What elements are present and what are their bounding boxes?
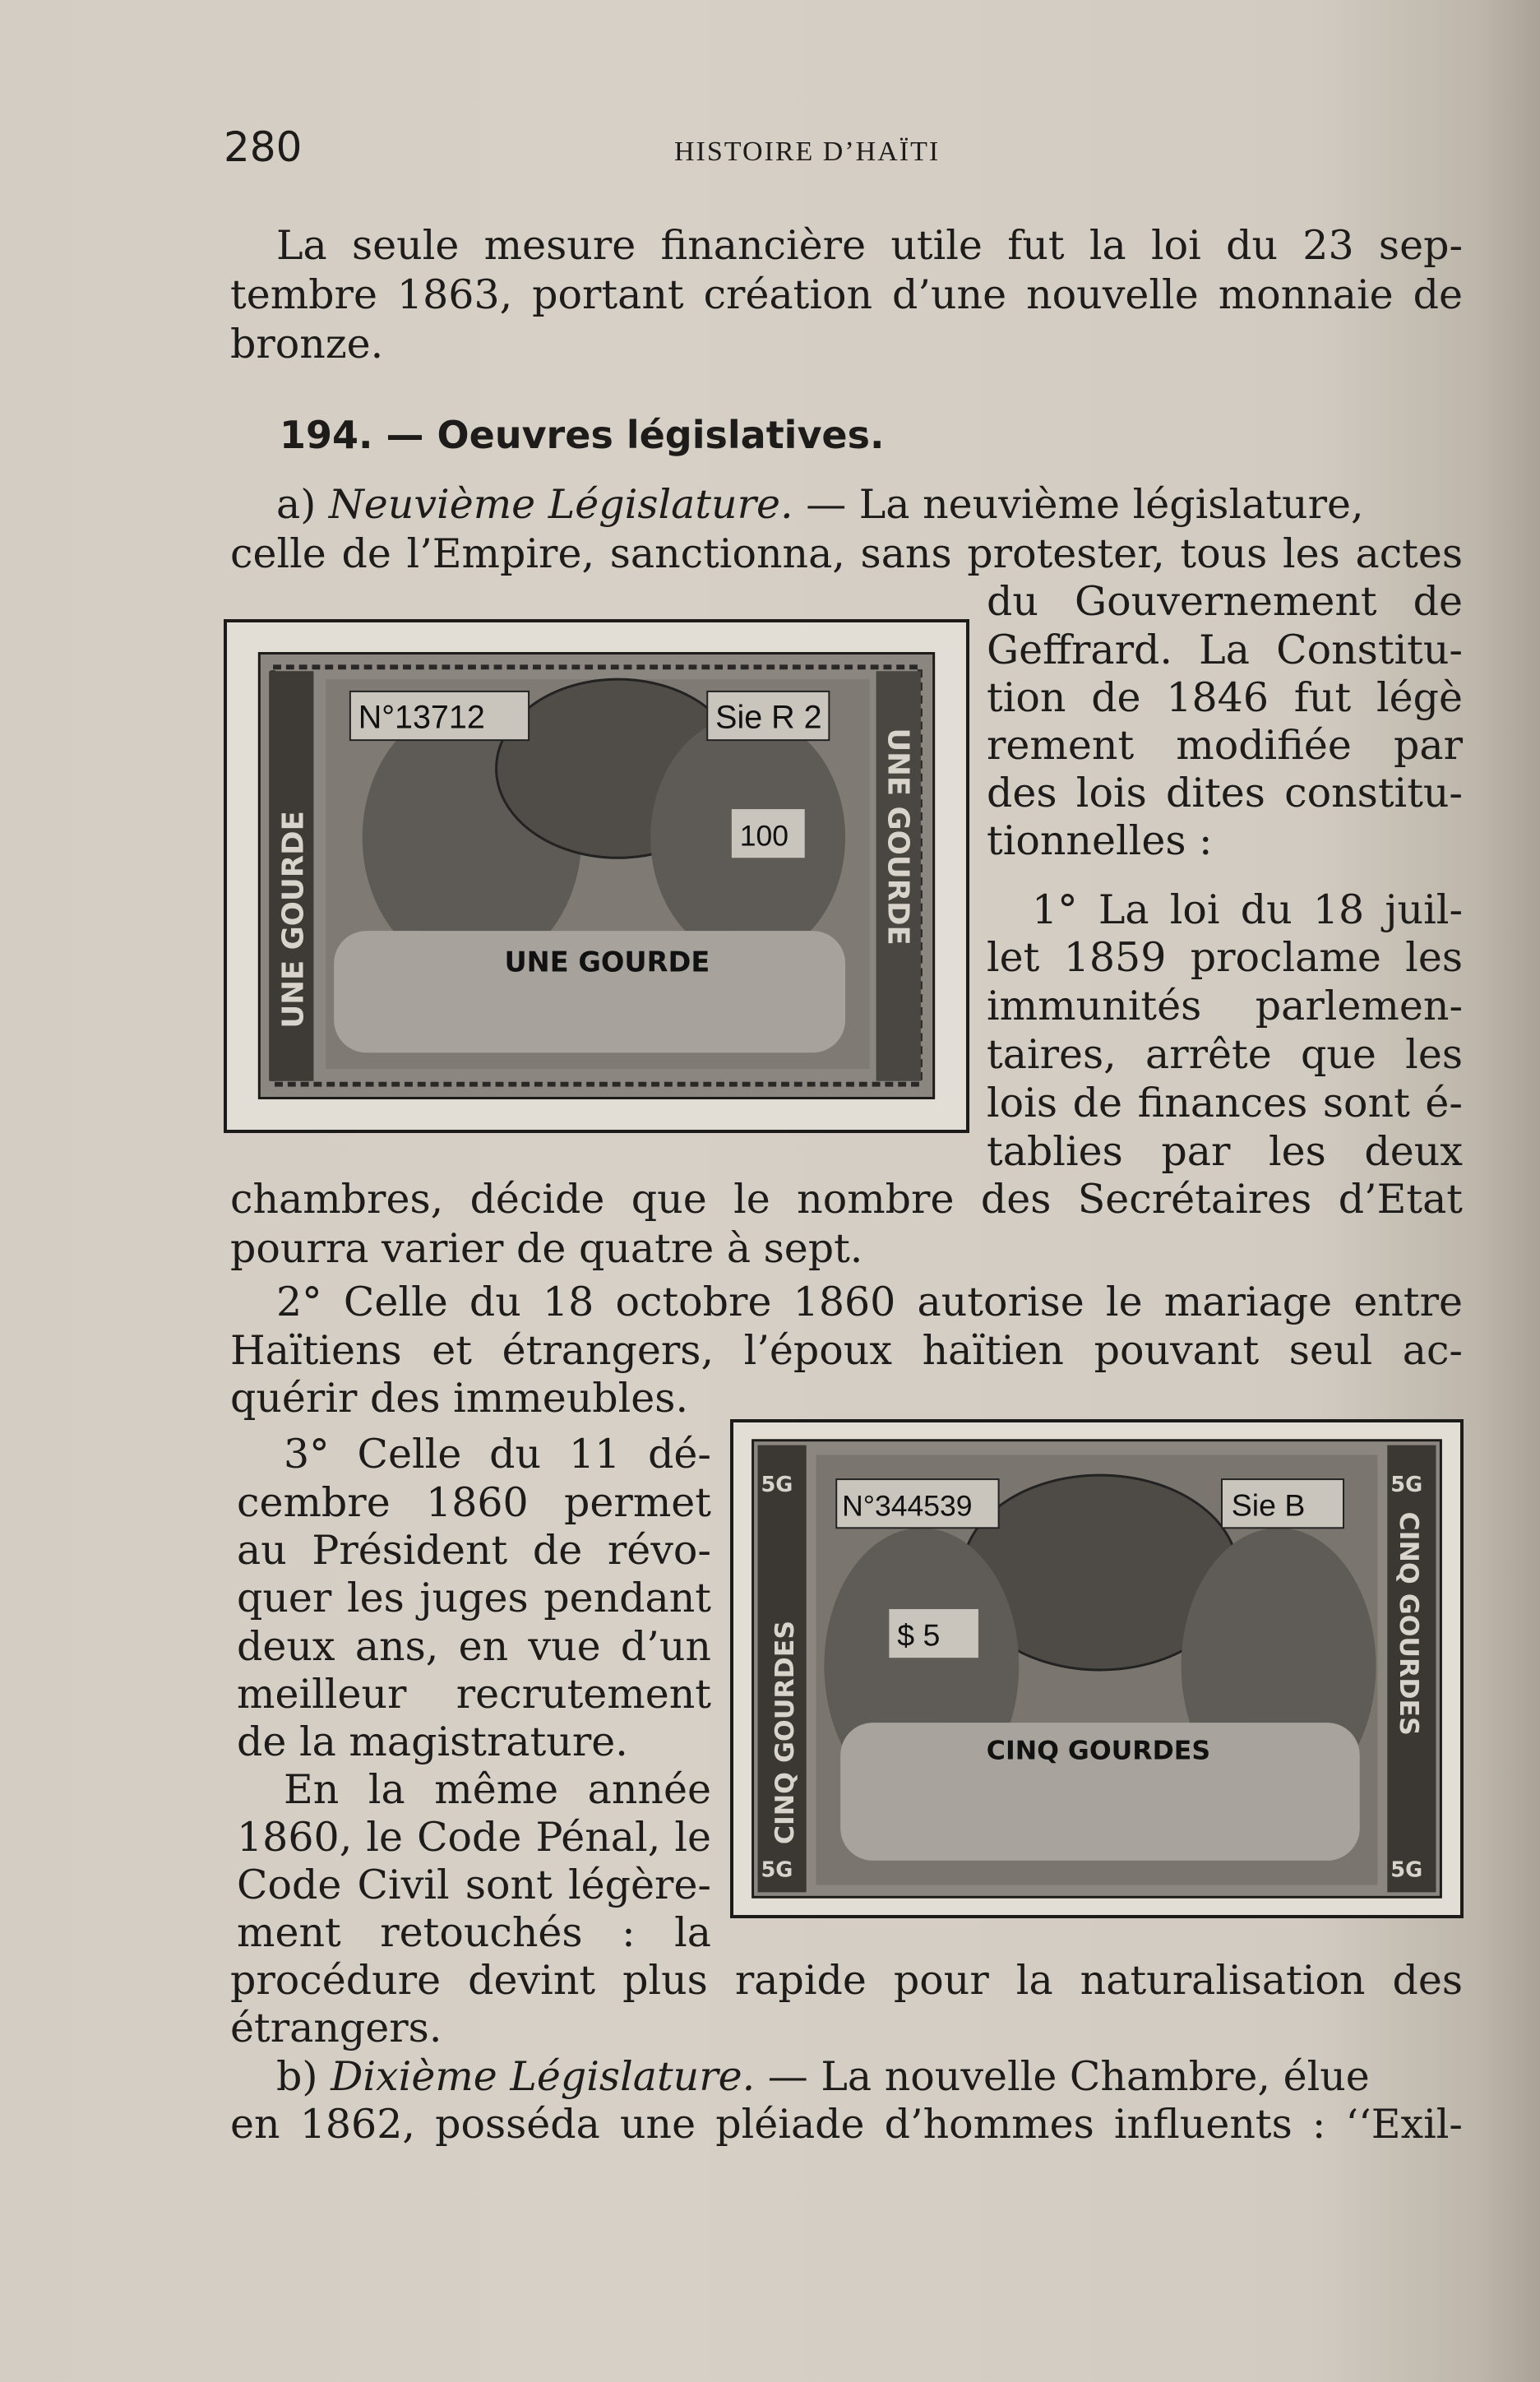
stamp1-value: 100 <box>739 819 789 853</box>
stamp2-corner-tl: 5G <box>761 1472 793 1497</box>
para-a-lead: — La neuvième législature, <box>806 481 1364 528</box>
stamp2-number: N°344539 <box>842 1489 973 1523</box>
text-line: lois de finances sont é- <box>987 1080 1463 1126</box>
stamp2-corner-tr: 5G <box>1390 1472 1423 1497</box>
text-line: au Président de révo- <box>237 1527 711 1574</box>
text-line: des lois dites constitu- <box>987 770 1463 816</box>
text-line: tembre 1863, portant création d’une nouvelle monnaie de <box>230 271 1463 318</box>
stamp2-corner-bl: 5G <box>761 1857 793 1883</box>
text-line: let 1859 proclame les <box>987 934 1463 981</box>
text-line: quérir des immeubles. <box>230 1375 689 1422</box>
text-line: Geffrard. La Constitu- <box>987 627 1463 673</box>
section-heading: 194. — Oeuvres législatives. <box>280 413 885 457</box>
para-b-label: b) <box>276 2053 318 2100</box>
para-b-lead: — La nouvelle Chambre, élue <box>767 2053 1370 2100</box>
stamp1-series: Sie R 2 <box>715 699 822 736</box>
text-line: rement modifiée par <box>987 722 1463 769</box>
stamp2-side-right: CINQ GOURDES <box>1394 1511 1424 1736</box>
para-b-line1 <box>276 2053 1463 2101</box>
stamp2-series: Sie B <box>1231 1487 1306 1523</box>
stamp2-center-label: CINQ GOURDES <box>986 1736 1211 1766</box>
text-line: tion de 1846 fut légè <box>987 674 1463 721</box>
stamp1-center-label: UNE GOURDE <box>504 946 710 978</box>
stamp2-corner-br: 5G <box>1390 1857 1423 1883</box>
text-line: du Gouvernement de <box>987 578 1463 625</box>
page-number: 280 <box>224 123 303 171</box>
stamp1-number: N°13712 <box>358 699 485 736</box>
page-header <box>224 123 1461 181</box>
para-a-title: Neuvième Législature. <box>328 481 793 528</box>
text-line: 2° Celle du 18 octobre 1860 autorise le mariage entre <box>276 1279 1463 1325</box>
text-line: deux ans, en vue d’un <box>237 1623 711 1670</box>
stamp-image-cinq-gourdes <box>730 1419 1464 1918</box>
text-line: étrangers. <box>230 2005 442 2051</box>
text-line: ment retouchés : la <box>237 1909 711 1956</box>
text-line: tionnelles : <box>987 817 1213 864</box>
text-line: 1860, le Code Pénal, le <box>237 1814 711 1861</box>
para-a-label: a) <box>276 481 317 528</box>
para-a-line1 <box>276 481 1463 529</box>
text-line: quer les juges pendant <box>237 1575 711 1621</box>
stamp-image-une-gourde <box>224 619 969 1133</box>
para-b-title: Dixième Législature. <box>331 2053 756 2100</box>
text-line: 1° La loi du 18 juil- <box>1032 886 1463 933</box>
text-line: meilleur recrutement <box>237 1671 711 1718</box>
stamp1-side-left: UNE GOURDE <box>276 811 311 1029</box>
text-line: celle de l’Empire, sanctionna, sans protester, tous les actes <box>230 530 1463 577</box>
text-line: immunités parlemen- <box>987 983 1463 1029</box>
text-line: Code Civil sont légère- <box>237 1862 711 1908</box>
text-line: tablies par les deux <box>987 1128 1463 1175</box>
text-line: de la magistrature. <box>237 1718 628 1765</box>
text-line: Haïtiens et étrangers, l’époux haïtien pouvant seul ac- <box>230 1327 1463 1374</box>
text-line: chambres, décide que le nombre des Secrétaires d’Etat <box>230 1176 1463 1223</box>
running-title: HISTOIRE D’HAÏTI <box>674 136 941 167</box>
text-line: 3° Celle du 11 dé- <box>284 1431 711 1478</box>
text-line: En la même année <box>284 1766 711 1813</box>
text-line: en 1862, posséda une pléiade d’hommes influents : ‘‘Exil- <box>230 2101 1463 2148</box>
stamp1-side-right: UNE GOURDE <box>881 728 915 946</box>
text-line: taires, arrête que les <box>987 1031 1463 1078</box>
text-line: procédure devint plus rapide pour la naturalisation des <box>230 1957 1463 2004</box>
text-line: bronze. <box>230 321 384 368</box>
text-line: La seule mesure financière utile fut la loi du 23 sep- <box>276 222 1463 269</box>
stamp-une-gourde-graphic <box>227 622 966 1130</box>
stamp2-value: $ 5 <box>897 1617 941 1653</box>
stamp-cinq-gourdes-graphic <box>733 1422 1460 1915</box>
text-line: pourra varier de quatre à sept. <box>230 1225 863 1272</box>
stamp2-side-left: CINQ GOURDES <box>770 1620 800 1845</box>
text-line: cembre 1860 permet <box>237 1479 711 1526</box>
